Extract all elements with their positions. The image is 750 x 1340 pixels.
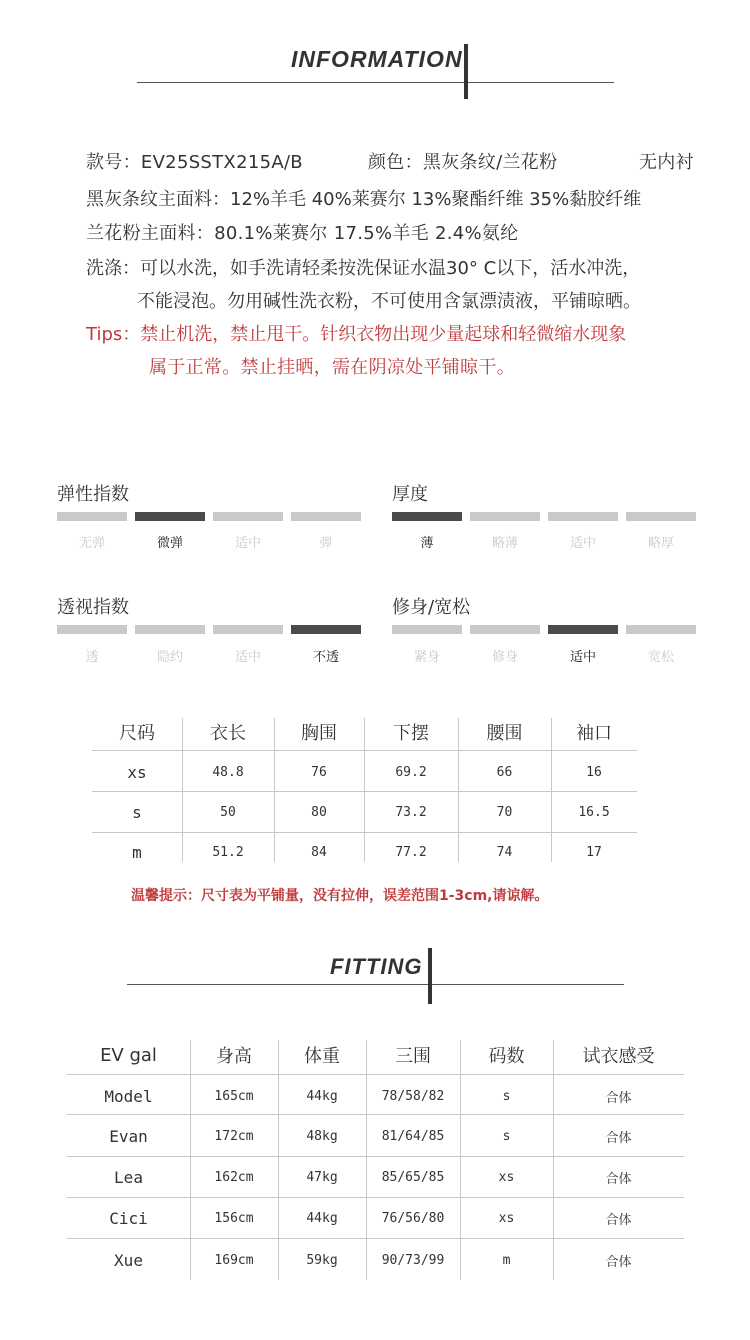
- information-divider-line: [137, 82, 614, 83]
- table-cell: 48kg: [306, 1128, 338, 1144]
- table-cell: 74: [496, 844, 513, 860]
- index-bar-segment-selected: [291, 625, 361, 634]
- index-bar-segment: [392, 625, 462, 634]
- index-option: 略薄: [491, 536, 518, 551]
- table-cell: 85/65/85: [381, 1169, 445, 1185]
- table-cell: Model: [104, 1086, 153, 1106]
- index-option: 适中: [569, 536, 596, 551]
- lining-info: 无内衬: [639, 152, 694, 173]
- index-title: 修身/宽松: [392, 597, 471, 618]
- fitting-title: FITTING: [330, 954, 423, 979]
- table-column-divider: [274, 718, 275, 862]
- table-column-divider: [551, 718, 552, 862]
- table-cell: 51.2: [212, 844, 244, 860]
- index-option: 透: [85, 650, 99, 665]
- fitting-divider-line: [127, 984, 624, 985]
- table-header-cell: EV gal: [100, 1044, 157, 1066]
- style-number: 款号：EV25SSTX215A/B: [86, 152, 303, 173]
- wash-instructions-line2: 不能浸泡。勿用碱性洗衣粉，不可使用含氯漂渍液，平铺晾晒。: [137, 291, 641, 312]
- table-row-divider: [67, 1156, 684, 1157]
- table-cell: 172cm: [214, 1128, 254, 1144]
- index-option: 无弹: [78, 536, 105, 551]
- table-row-divider: [67, 1238, 684, 1239]
- table-cell: 81/64/85: [381, 1128, 445, 1144]
- index-option: 弹: [319, 536, 333, 551]
- table-cell: 合体: [605, 1130, 632, 1146]
- color-info: 颜色：黑灰条纹/兰花粉: [368, 152, 558, 173]
- information-title-bar: [464, 44, 468, 99]
- index-bar-segment: [213, 625, 283, 634]
- table-cell: xs: [498, 1210, 515, 1226]
- fabric-orchid-pink: 兰花粉主面料：80.1%莱赛尔 17.5%羊毛 2.4%氨纶: [86, 223, 519, 244]
- table-header-cell: 码数: [488, 1046, 525, 1067]
- table-cell: 76: [311, 764, 327, 780]
- table-header-cell: 三围: [395, 1046, 431, 1067]
- index-option: 紧身: [413, 650, 440, 665]
- index-title: 透视指数: [57, 597, 129, 618]
- table-cell: 47kg: [306, 1169, 338, 1185]
- table-cell: 44kg: [306, 1088, 338, 1104]
- table-cell: 73.2: [395, 804, 427, 820]
- table-cell: 17: [586, 844, 602, 860]
- index-title: 厚度: [392, 484, 428, 505]
- index-bar-segment: [291, 512, 361, 521]
- table-column-divider: [278, 1040, 279, 1280]
- table-cell: 90/73/99: [381, 1252, 445, 1268]
- index-option-selected: 不透: [312, 650, 339, 665]
- index-bar-segment-selected: [392, 512, 462, 521]
- information-title: INFORMATION: [291, 46, 463, 72]
- index-bar-segment: [548, 512, 618, 521]
- index-option: 修身: [491, 650, 518, 665]
- table-cell: 59kg: [306, 1252, 338, 1268]
- table-cell: 16.5: [578, 804, 610, 820]
- table-column-divider: [366, 1040, 367, 1280]
- fabric-black-grey: 黑灰条纹主面料：12%羊毛 40%莱赛尔 13%聚酯纤维 35%黏胶纤维: [86, 189, 642, 210]
- table-header-cell: 身高: [216, 1046, 252, 1067]
- table-cell: s: [502, 1088, 511, 1104]
- table-cell: 84: [311, 844, 327, 860]
- index-bar-segment: [470, 512, 540, 521]
- table-cell: 69.2: [395, 764, 427, 780]
- table-cell: m: [502, 1252, 511, 1268]
- table-cell: 66: [496, 764, 513, 780]
- tips-line2: 属于正常。禁止挂晒，需在阴凉处平铺晾干。: [149, 357, 515, 378]
- size-table-note: 温馨提示：尺寸表为平铺量，没有拉伸，误差范围1-3cm,请谅解。: [131, 888, 549, 904]
- index-option-selected: 适中: [569, 650, 596, 665]
- table-cell: 合体: [605, 1254, 632, 1270]
- table-cell: Evan: [109, 1126, 148, 1146]
- index-bar-segment: [57, 512, 127, 521]
- table-cell: 16: [586, 764, 602, 780]
- table-cell: 合体: [605, 1090, 632, 1106]
- index-option: 适中: [234, 536, 261, 551]
- table-cell: s: [132, 802, 142, 822]
- index-option-selected: 薄: [420, 536, 434, 551]
- wash-instructions-line1: 洗涤：可以水洗，如手洗请轻柔按洗保证水温30° C以下，活水冲洗，: [86, 258, 641, 279]
- table-cell: 162cm: [214, 1169, 254, 1185]
- table-header-cell: 衣长: [210, 723, 246, 744]
- table-cell: 76/56/80: [381, 1210, 445, 1226]
- table-cell: Lea: [114, 1167, 143, 1187]
- table-cell: xs: [498, 1169, 515, 1185]
- index-option: 略厚: [647, 536, 674, 551]
- index-option-selected: 微弹: [156, 536, 183, 551]
- table-column-divider: [364, 718, 365, 862]
- table-header-cell: 尺码: [119, 723, 155, 744]
- index-bar-segment-selected: [548, 625, 618, 634]
- table-cell: 合体: [605, 1171, 632, 1187]
- index-title: 弹性指数: [57, 484, 129, 505]
- index-bar-segment: [626, 625, 696, 634]
- table-header-cell: 胸围: [301, 723, 337, 744]
- table-header-cell: 体重: [304, 1046, 340, 1067]
- table-cell: 合体: [605, 1212, 632, 1228]
- table-cell: Xue: [114, 1250, 143, 1270]
- table-cell: 48.8: [212, 764, 244, 780]
- table-cell: 169cm: [214, 1252, 254, 1268]
- table-header-cell: 下摆: [393, 723, 429, 744]
- table-cell: s: [502, 1128, 511, 1144]
- table-cell: 156cm: [214, 1210, 254, 1226]
- table-row-divider: [67, 1197, 684, 1198]
- table-column-divider: [460, 1040, 461, 1280]
- table-column-divider: [458, 718, 459, 862]
- index-option: 隐约: [156, 650, 183, 665]
- table-header-cell: 袖口: [576, 723, 612, 744]
- table-column-divider: [190, 1040, 191, 1280]
- tips-line1: Tips：禁止机洗，禁止甩干。针织衣物出现少量起球和轻微缩水现象: [86, 324, 627, 345]
- table-cell: 78/58/82: [381, 1088, 445, 1104]
- table-cell: xs: [127, 762, 147, 782]
- index-bar-segment: [213, 512, 283, 521]
- table-row-divider: [67, 1114, 684, 1115]
- table-cell: 77.2: [395, 844, 427, 860]
- table-cell: m: [132, 842, 142, 862]
- fitting-title-bar: [428, 948, 432, 1004]
- table-cell: 50: [220, 804, 236, 820]
- index-bar-segment: [626, 512, 696, 521]
- table-cell: 44kg: [306, 1210, 338, 1226]
- index-option: 宽松: [647, 650, 674, 665]
- table-column-divider: [182, 718, 183, 862]
- index-bar-segment-selected: [135, 512, 205, 521]
- table-header-cell: 腰围: [486, 723, 523, 744]
- table-column-divider: [553, 1040, 554, 1280]
- table-header-cell: 试衣感受: [582, 1046, 655, 1067]
- index-option: 适中: [234, 650, 261, 665]
- index-bar-segment: [470, 625, 540, 634]
- table-cell: 80: [311, 804, 327, 820]
- table-cell: 70: [496, 804, 513, 820]
- table-row-divider: [67, 1074, 684, 1075]
- index-bar-segment: [57, 625, 127, 634]
- table-cell: Cici: [109, 1208, 148, 1228]
- table-cell: 165cm: [214, 1088, 254, 1104]
- index-bar-segment: [135, 625, 205, 634]
